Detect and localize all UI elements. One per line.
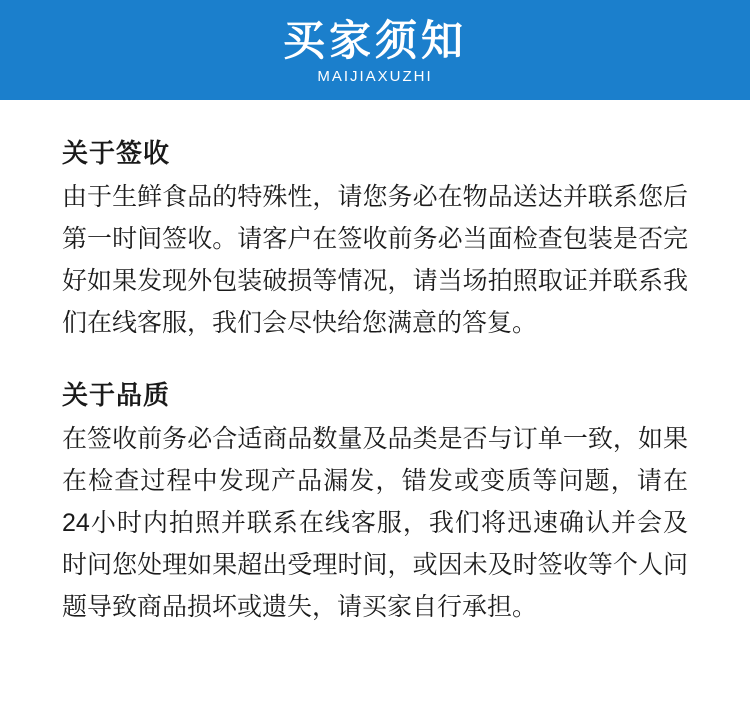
section-signing-title: 关于签收 bbox=[62, 138, 171, 168]
banner-title: 买家须知 bbox=[282, 17, 467, 64]
banner-subtitle: MAIJIAXUZHI bbox=[317, 68, 433, 85]
section-quality-title: 关于品质 bbox=[62, 380, 171, 410]
section-quality bbox=[62, 378, 688, 628]
notice-content bbox=[0, 136, 750, 628]
page-banner bbox=[0, 0, 750, 100]
section-signing bbox=[62, 136, 688, 344]
section-signing-body: 由于生鲜食品的特殊性，请您务必在物品送达并联系您后第一时间签收。请客户在签收前务必当面检查包装是否完好如果发现外包装破损等情况，请当场拍照取证并联系我们在线客服，我们会尽快给您满意的答复。 bbox=[62, 183, 688, 337]
section-quality-body: 在签收前务必合适商品数量及品类是否与订单一致，如果在检查过程中发现产品漏发，错发或变质等问题，请在24小时内拍照并联系在线客服，我们将迅速确认并会及时问您处理如果超出受理时间，或因未及时签收等个人问题导致商品损坏或遗失，请买家自行承担。 bbox=[62, 425, 688, 621]
